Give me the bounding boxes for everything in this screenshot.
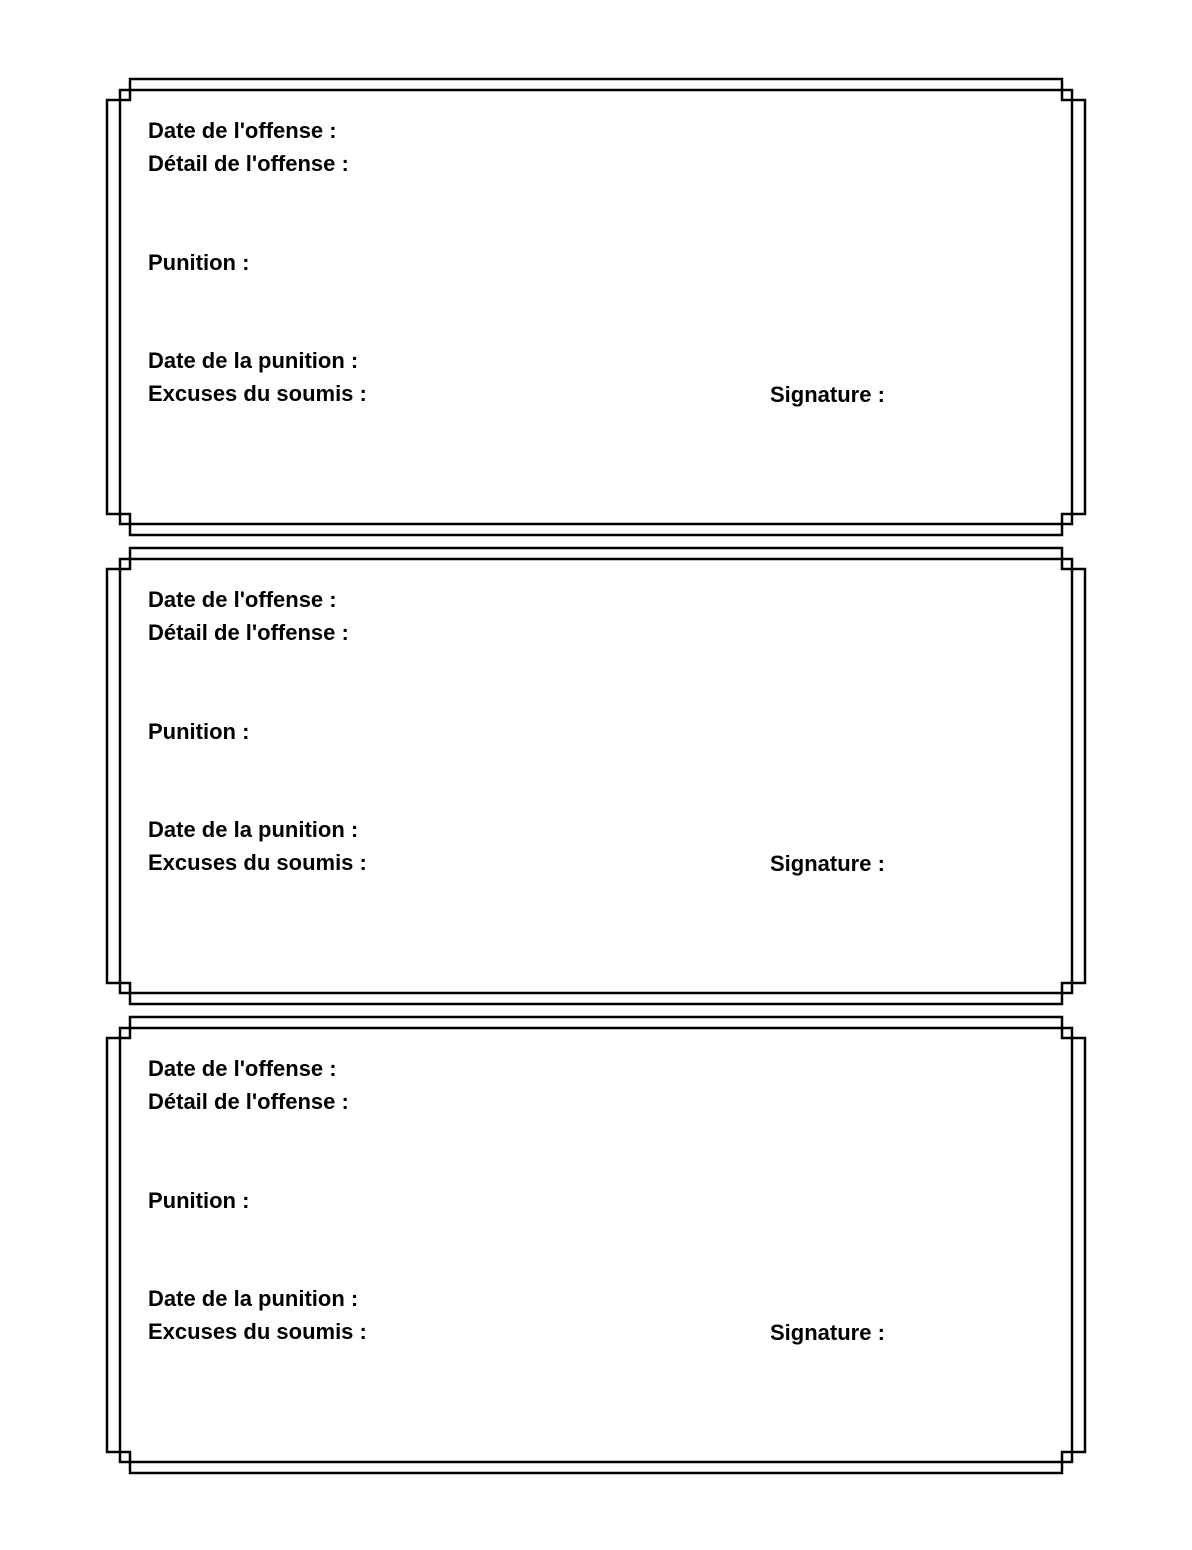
punition-label: Punition :: [148, 1188, 250, 1213]
excuses-label: Excuses du soumis :: [148, 381, 367, 406]
punishment-card: [104, 545, 1088, 1007]
double-frame-border: [104, 76, 1088, 538]
double-frame-border: [104, 1014, 1088, 1476]
punishment-card: [104, 76, 1088, 538]
date-punition-label: Date de la punition :: [148, 348, 359, 373]
date-offense-label: Date de l'offense :: [148, 118, 337, 143]
punition-label: Punition :: [148, 250, 250, 275]
date-offense-label: Date de l'offense :: [148, 587, 337, 612]
detail-offense-label: Détail de l'offense :: [148, 620, 349, 645]
signature-label: Signature :: [770, 851, 885, 876]
detail-offense-label: Détail de l'offense :: [148, 1089, 349, 1114]
punishment-card: [104, 1014, 1088, 1476]
punition-label: Punition :: [148, 719, 250, 744]
signature-label: Signature :: [770, 1320, 885, 1345]
date-offense-label: Date de l'offense :: [148, 1056, 337, 1081]
signature-label: Signature :: [770, 382, 885, 407]
excuses-label: Excuses du soumis :: [148, 1319, 367, 1344]
double-frame-border: [104, 545, 1088, 1007]
date-punition-label: Date de la punition :: [148, 817, 359, 842]
detail-offense-label: Détail de l'offense :: [148, 151, 349, 176]
excuses-label: Excuses du soumis :: [148, 850, 367, 875]
date-punition-label: Date de la punition :: [148, 1286, 359, 1311]
